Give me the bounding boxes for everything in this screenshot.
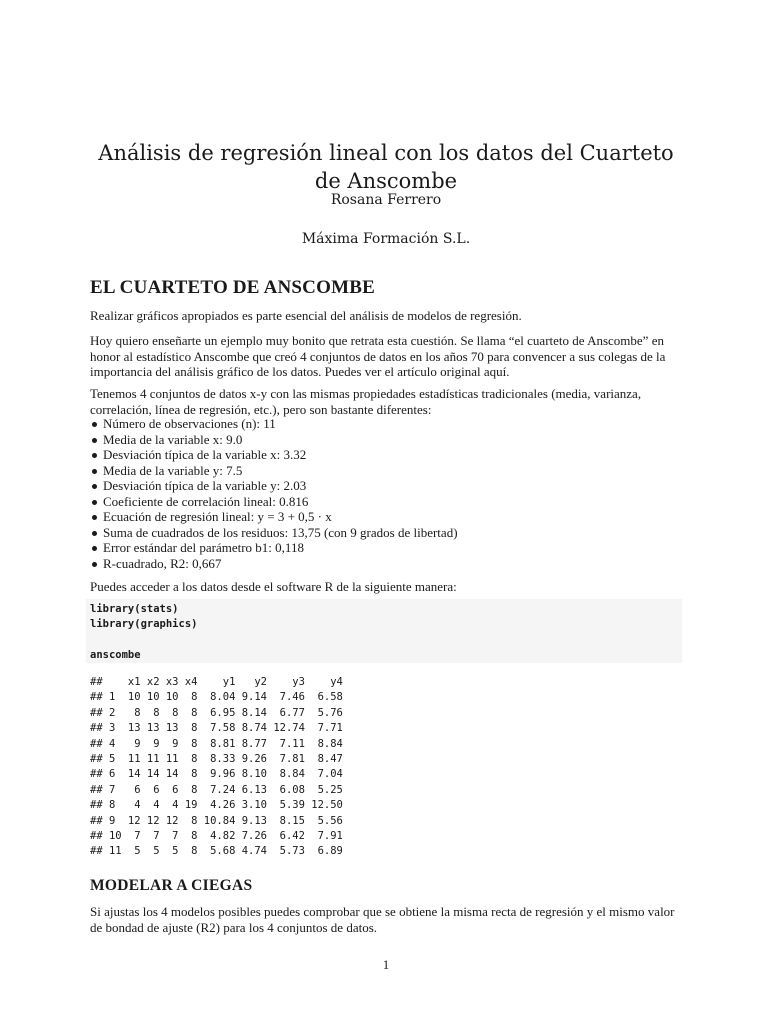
output-line: ## 4 9 9 9 8 8.81 8.77 7.11 8.84 [90, 737, 343, 750]
list-item: Ecuación de regresión lineal: y = 3 + 0,5 · x [90, 509, 682, 525]
list-item: Suma de cuadrados de los residuos: 13,75 (con 9 grados de libertad) [90, 525, 682, 541]
list-item: Media de la variable y: 7.5 [90, 463, 682, 479]
output-line: ## 9 12 12 12 8 10.84 9.13 8.15 5.56 [90, 814, 343, 827]
section-heading-blind-modeling: MODELAR A CIEGAS [90, 877, 253, 894]
list-item: Coeficiente de correlación lineal: 0.816 [90, 494, 682, 510]
output-line: ## 8 4 4 4 19 4.26 3.10 5.39 12.50 [90, 799, 343, 812]
output-line: ## x1 x2 x3 x4 y1 y2 y3 y4 [90, 676, 343, 688]
output-line: ## 6 14 14 14 8 9.96 8.10 8.84 7.04 [90, 768, 343, 781]
list-item: Número de observaciones (n): 11 [90, 416, 682, 432]
list-item: Desviación típica de la variable y: 2.03 [90, 478, 682, 494]
code-line: library(graphics) [90, 618, 198, 631]
code-line [90, 633, 197, 648]
output-line: ## 7 6 6 6 8 7.24 6.13 6.08 5.25 [90, 783, 343, 796]
list-item: Error estándar del parámetro b1: 0,118 [90, 540, 682, 556]
code-block [90, 602, 197, 664]
output-line: ## 11 5 5 5 8 5.68 4.74 5.73 6.89 [90, 845, 343, 858]
list-item: Desviación típica de la variable x: 3.32 [90, 447, 682, 463]
paragraph-intro: Realizar gráficos apropiados es parte esencial del análisis de modelos de regresión. [90, 308, 522, 323]
document-title: Análisis de regresión lineal con los datos del Cuarteto de Anscombe [98, 141, 674, 193]
list-item: R-cuadrado, R2: 0,667 [90, 556, 682, 572]
section-heading-anscombe: EL CUARTETO DE ANSCOMBE [90, 277, 375, 298]
code-output [90, 675, 343, 860]
list-item: Media de la variable x: 9.0 [90, 432, 682, 448]
output-line: ## 10 7 7 7 8 4.82 7.26 6.42 7.91 [90, 829, 343, 842]
output-line: ## 3 13 13 13 8 7.58 8.74 12.74 7.71 [90, 722, 343, 735]
organization-name: Máxima Formación S.L. [301, 231, 471, 247]
output-line: ## 2 8 8 8 8 6.95 8.14 6.77 5.76 [90, 706, 343, 719]
code-line: anscombe [90, 649, 141, 662]
paragraph-datasets: Tenemos 4 conjuntos de datos x-y con las mismas propiedades estadísticas tradicionales (media, varianza, correlación, línea de regresión, etc.), pero son bastante diferentes: [90, 386, 642, 417]
author-name: Rosana Ferrero [330, 192, 442, 208]
paragraph-anscombe-description: Hoy quiero enseñarte un ejemplo muy bonito que retrata esta cuestión. Se llama “el cuarteto de Anscombe” en honor al estadístico Anscombe que creó 4 conjuntos de datos en los años 70 para convencer a sus colegas de la importancia del análisis gráfico de los datos. Puedes ver el artículo original aquí. [90, 333, 666, 379]
paragraph-blind-modeling: Si ajustas los 4 modelos posibles puedes comprobar que se obtiene la misma recta de regresión y el mismo valor de bondad de ajuste (R2) para los 4 conjuntos de datos. [90, 904, 675, 935]
statistics-list [90, 416, 682, 571]
output-line: ## 1 10 10 10 8 8.04 9.14 7.46 6.58 [90, 691, 343, 704]
paragraph-access-data: Puedes acceder a los datos desde el software R de la siguiente manera: [90, 579, 457, 594]
code-line: library(stats) [90, 603, 179, 615]
document-page [90, 0, 682, 1024]
page-number: 1 [382, 957, 390, 972]
output-line: ## 5 11 11 11 8 8.33 9.26 7.81 8.47 [90, 752, 343, 765]
